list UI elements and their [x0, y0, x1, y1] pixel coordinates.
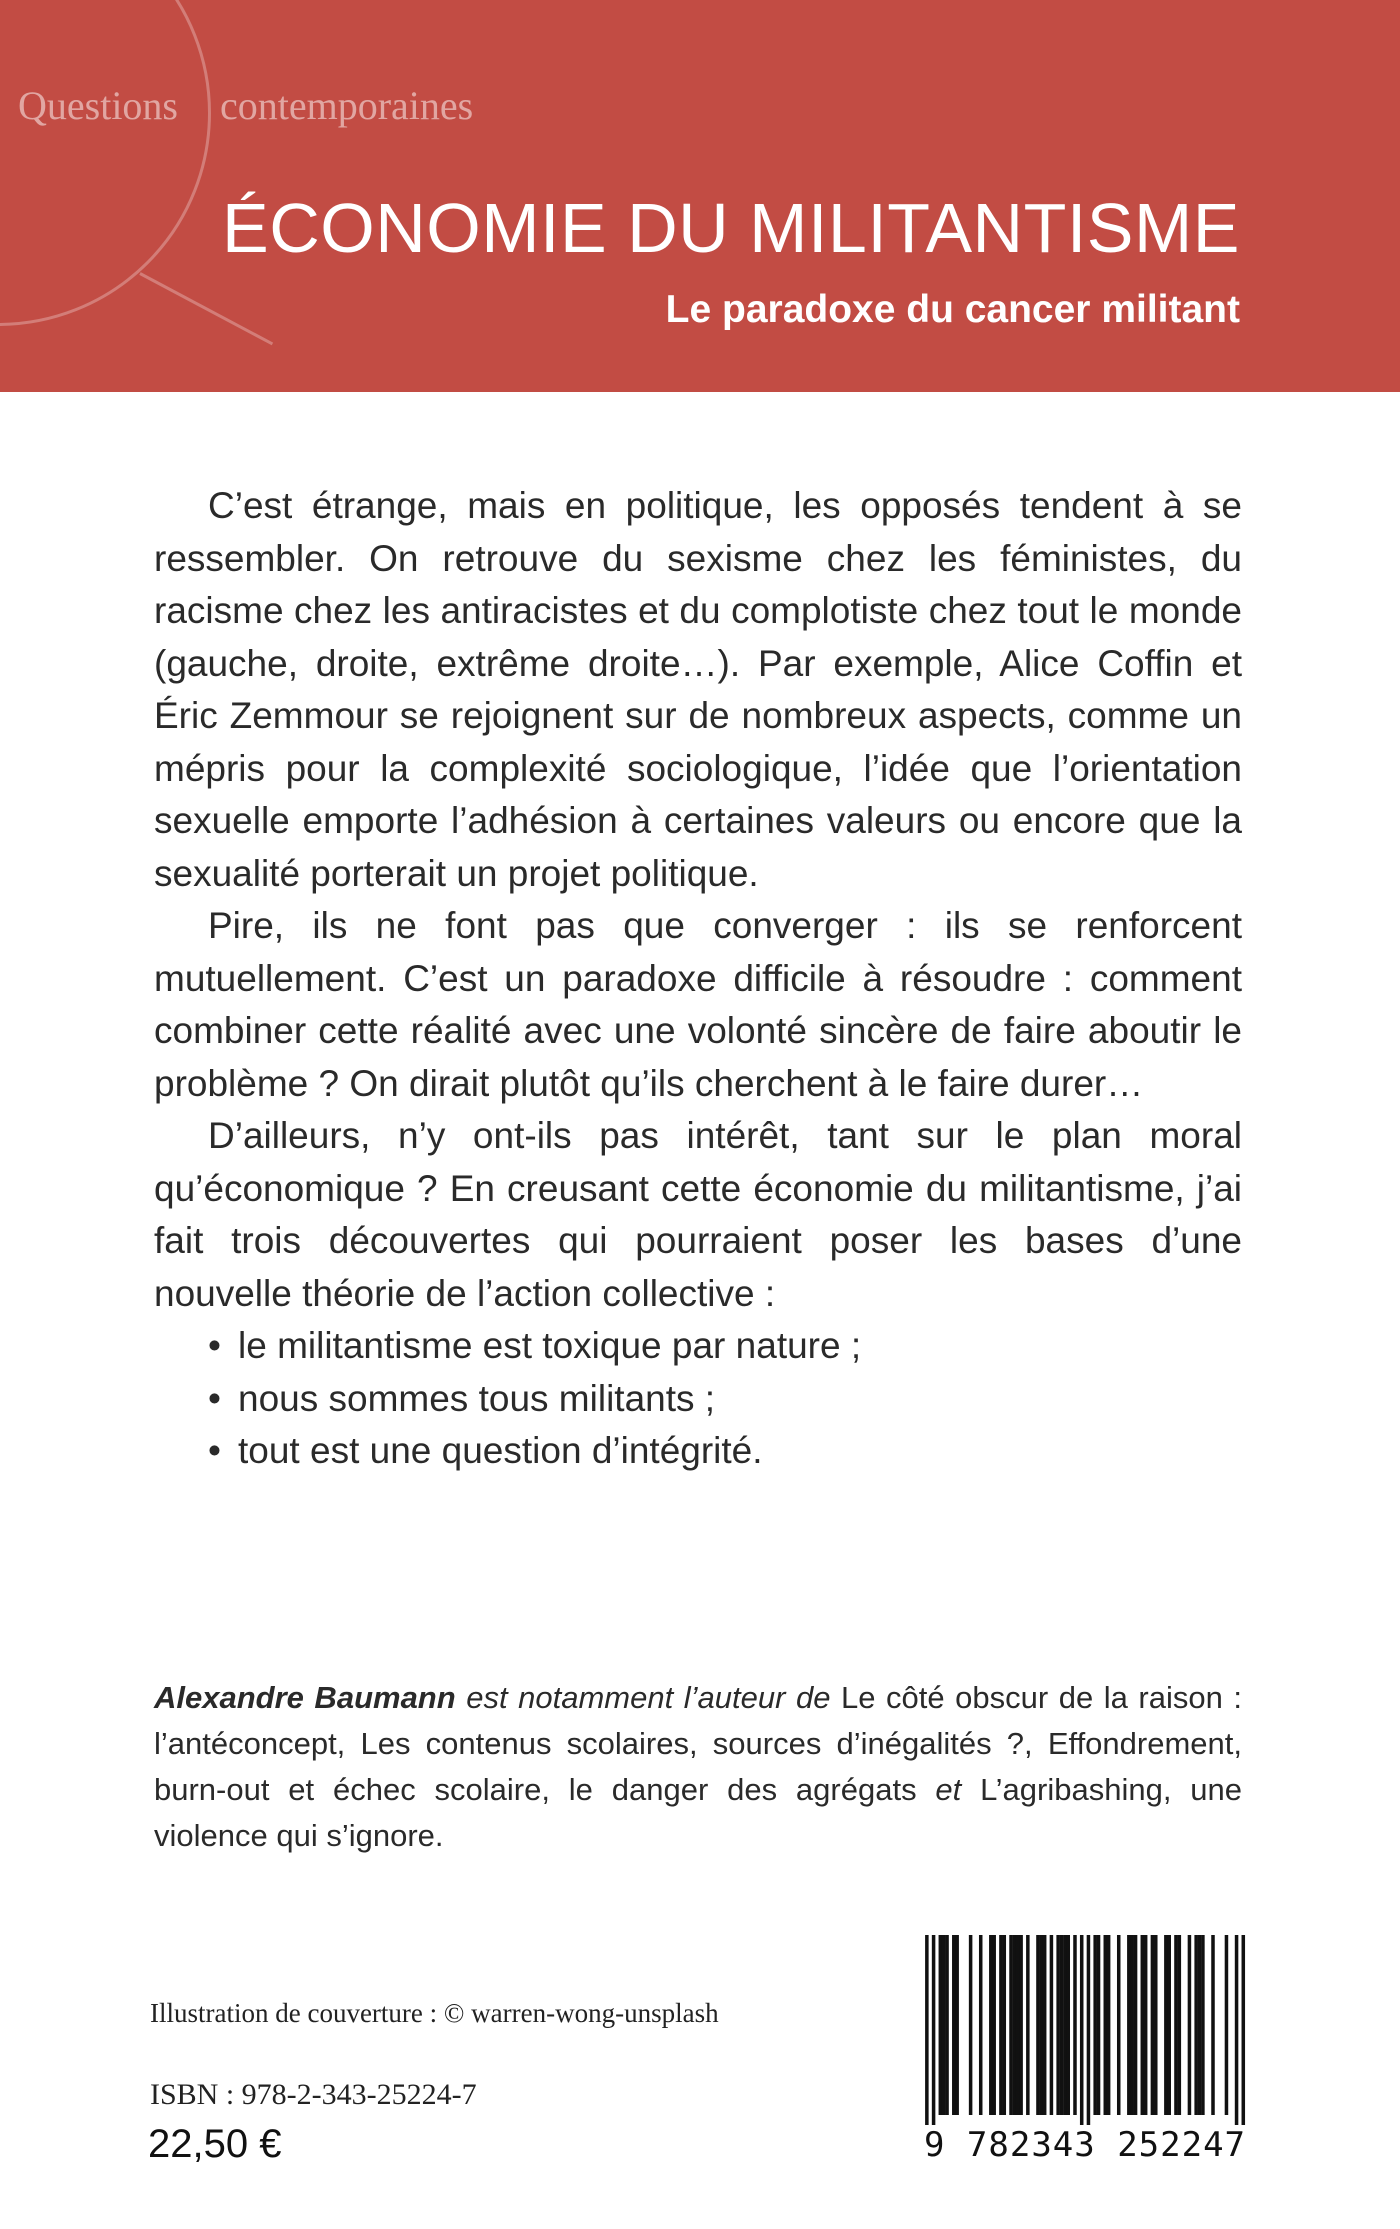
barcode-bar	[939, 1935, 943, 2115]
barcode-bar	[1242, 1935, 1246, 2125]
barcode-bar	[1194, 1935, 1198, 2115]
author-bio	[154, 1675, 1242, 1859]
barcode-bar	[1141, 1935, 1145, 2115]
barcode-bar	[942, 1935, 946, 2115]
barcode-bar	[1130, 1935, 1134, 2115]
barcode-bar	[1198, 1935, 1202, 2115]
series-logo-q-tail	[139, 272, 273, 345]
list-item	[208, 1373, 1242, 1426]
barcode-bar	[1060, 1935, 1064, 2115]
author-name: Alexandre Baumann	[154, 1680, 456, 1715]
book-title: ÉCONOMIE DU MILITANTISME	[222, 189, 1240, 267]
barcode-bar	[1154, 1935, 1158, 2115]
barcode-bar	[992, 1935, 996, 2115]
barcode-bar	[1107, 1935, 1111, 2115]
barcode-bar	[1127, 1935, 1131, 2115]
barcode-bar	[1188, 1935, 1192, 2115]
barcode-bars	[915, 1935, 1255, 2125]
barcode-bar	[955, 1935, 959, 2115]
barcode-bar	[945, 1935, 949, 2115]
barcode-bar	[1093, 1935, 1097, 2115]
barcode-bar	[1056, 1935, 1060, 2115]
barcode-bar	[925, 1935, 929, 2125]
barcode-bar	[1036, 1935, 1040, 2115]
bullet-glyph: •	[208, 1430, 221, 1471]
illustration-credit: Illustration de couverture : © warren-wong-unsplash	[150, 1998, 719, 2028]
barcode-bar	[1026, 1935, 1030, 2115]
list-item	[208, 1425, 1242, 1478]
barcode-bar	[1080, 1935, 1084, 2125]
series-name-word2: contemporaines	[220, 83, 474, 128]
barcode-bar	[999, 1935, 1003, 2115]
barcode-bar	[1050, 1935, 1054, 2115]
barcode-bar	[1009, 1935, 1013, 2115]
barcode-bar	[1013, 1935, 1017, 2115]
bullet-glyph: •	[208, 1377, 221, 1419]
list-item	[208, 1320, 1242, 1373]
barcode-bar	[1167, 1935, 1171, 2115]
barcode-bar	[1043, 1935, 1047, 2115]
blurb-paragraph-2: Pire, ils ne font pas que converger : ils se renforcent mutuellement. C’est un paradoxe difficile à résoudre : comment combiner cette réalité avec une volonté sincère de faire aboutir le problème ? On dirait plutôt qu’ils cherchent à le faire durer…	[154, 905, 1242, 1104]
isbn-number: ISBN : 978-2-343-25224-7	[150, 2078, 477, 2111]
author-conjunction: et	[935, 1772, 962, 1807]
barcode-bar	[1178, 1935, 1182, 2115]
barcode-bar	[979, 1935, 983, 2115]
book-subtitle: Le paradoxe du cancer militant	[665, 288, 1240, 331]
barcode-bar	[1063, 1935, 1067, 2115]
barcode-bar	[1174, 1935, 1178, 2115]
cover-header-band	[0, 0, 1400, 392]
series-name-word1: Questions	[18, 83, 178, 128]
barcode-bar	[1073, 1935, 1077, 2115]
barcode-bar	[1235, 1935, 1239, 2125]
barcode-bar	[1164, 1935, 1168, 2115]
barcode-bar	[952, 1935, 956, 2115]
list-item-text: nous sommes tous militants ;	[238, 1377, 716, 1419]
barcode-bar	[1087, 1935, 1091, 2125]
blurb-paragraph-3: D’ailleurs, n’y ont-ils pas intérêt, tant sur le plan moral qu’économique ? En creusant cette économie du militantisme, j’ai fait trois découvertes qui pourraient poser les bases d’une nouvelle théorie de l’action collective :	[154, 1115, 1242, 1314]
barcode-bar	[989, 1935, 993, 2115]
barcode-bar	[969, 1935, 973, 2115]
barcode-bar	[1134, 1935, 1138, 2115]
author-works: Le côté obscur de la raison : l’antéconcept, Les contenus scolaires, sources d’inégalités ?, Effondrement, burn-out et échec scolaire, le danger des agrégats	[154, 1680, 1242, 1807]
barcode-bar	[1040, 1935, 1044, 2115]
barcode-bar	[1097, 1935, 1101, 2115]
barcode-bar	[932, 1935, 936, 2125]
barcode-digits: 9 782343 252247	[923, 2125, 1247, 2165]
bullet-glyph: •	[208, 1325, 221, 1366]
barcode-bar	[1144, 1935, 1148, 2115]
barcode-bar	[1066, 1935, 1070, 2115]
barcode-bar	[1211, 1935, 1215, 2115]
price: 22,50 €	[148, 2122, 282, 2166]
barcode-bar	[1104, 1935, 1108, 2115]
list-item-text: tout est une question d’intégrité.	[238, 1430, 763, 1471]
series-name	[18, 82, 473, 129]
barcode-bar	[1117, 1935, 1121, 2115]
barcode-bar	[1201, 1935, 1205, 2115]
barcode-bar	[1151, 1935, 1155, 2115]
barcode	[915, 1935, 1255, 2175]
back-cover-blurb	[154, 480, 1242, 1478]
series-logo-q-ring	[0, 0, 211, 326]
barcode-bar	[1016, 1935, 1020, 2115]
barcode-bar	[1019, 1935, 1023, 2115]
author-last-work: L’agribashing, une violence qui s’ignore.	[154, 1772, 1242, 1853]
author-phrase: est notamment l’auteur de	[466, 1680, 831, 1715]
discoveries-list	[154, 1320, 1242, 1478]
list-item-text: le militantisme est toxique par nature ;	[238, 1325, 862, 1366]
barcode-bar	[1225, 1935, 1229, 2115]
blurb-paragraph-1: C’est étrange, mais en politique, les opposés tendent à se ressembler. On retrouve du sexisme chez les féministes, du racisme chez les antiracistes et du complotiste chez tout le monde (gauche, droite, extrême droite…). Par exemple, Alice Coffin et Éric Zemmour se rejoignent sur de nombreux aspects, comme un mépris pour la complexité sociologique, l’idée que l’orientation sexuelle emporte l’adhésion à certaines valeurs ou encore que la sexualité porterait un projet politique.	[154, 485, 1242, 894]
barcode-bar	[1003, 1935, 1007, 2115]
